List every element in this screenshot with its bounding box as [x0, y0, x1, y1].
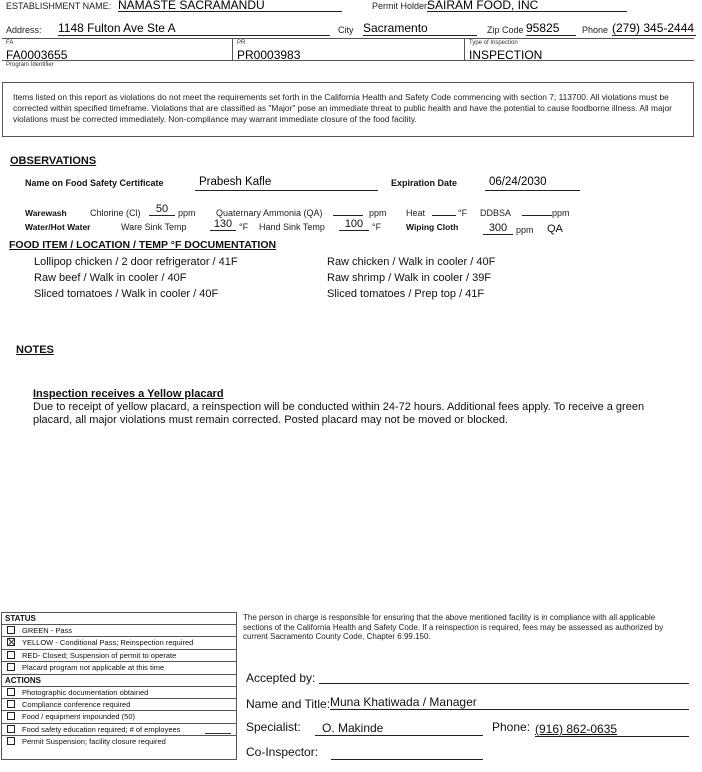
specialist-value: O. Makinde — [315, 721, 483, 736]
wiping-label: Wiping Cloth — [406, 222, 459, 232]
fa-label: FA — [6, 40, 14, 46]
notes-subtitle: Inspection receives a Yellow placard — [33, 388, 224, 400]
chlorine-label: Chlorine (Cl) — [90, 208, 141, 218]
city-value: Sacramento — [363, 21, 477, 36]
food-item: Raw beef / Walk in cooler / 40F — [34, 272, 187, 284]
actions-title: ACTIONS — [2, 675, 236, 687]
action-photo[interactable] — [2, 687, 236, 699]
food-item: Raw shrimp / Walk in cooler / 39F — [327, 272, 492, 284]
ware-sink-value: 130 — [210, 218, 236, 231]
accepted-by-field[interactable] — [319, 670, 689, 684]
quat-blank — [333, 203, 363, 216]
permit-holder-name: SAIRAM FOOD, INC — [427, 0, 627, 12]
action-label: Photographic documentation obtained — [22, 687, 149, 697]
inspection-type-value: INSPECTION — [469, 48, 543, 62]
status-green[interactable] — [2, 625, 236, 637]
chlorine-value: 50 — [149, 203, 175, 216]
name-title-label: Name and Title: — [246, 697, 331, 711]
food-item: Sliced tomatoes / Prep top / 41F — [327, 288, 485, 300]
id-row — [2, 38, 694, 61]
chlorine-unit: ppm — [178, 208, 196, 218]
specialist-phone-label: Phone: — [492, 720, 531, 734]
program-identifier-label: Program Identifier — [6, 62, 54, 68]
zip-value: 95825 — [526, 21, 576, 36]
address-label: Address: — [6, 25, 42, 35]
ware-sink-label: Ware Sink Temp — [121, 222, 187, 232]
status-label: RED- Closed; Suspension of permit to operate — [22, 650, 177, 660]
wiping-value: 300 — [483, 222, 513, 235]
notes-title: NOTES — [16, 344, 54, 356]
cert-name: Prabesh Kafle — [195, 176, 378, 191]
cert-label: Name on Food Safety Certificate — [25, 178, 164, 188]
checkbox-icon[interactable] — [7, 725, 15, 733]
checkbox-icon[interactable] — [7, 712, 15, 720]
pr-label: PR — [237, 40, 246, 46]
action-label: Compliance conference required — [22, 699, 131, 709]
specialist-label: Specialist: — [246, 720, 301, 734]
status-yellow[interactable] — [2, 637, 236, 649]
co-inspector-field[interactable] — [331, 745, 483, 760]
observations-title: OBSERVATIONS — [10, 155, 97, 167]
name-title-value: Muna Khatiwada / Manager — [330, 695, 689, 710]
specialist-phone-value: (916) 862-0635 — [535, 722, 689, 737]
city-label: City — [338, 25, 354, 35]
action-label: Food / equipment impounded (50) — [22, 712, 135, 722]
inspection-type-label: Type of Inspection — [469, 40, 518, 46]
status-label: GREEN - Pass — [22, 626, 73, 635]
ddbsa-unit: ppm — [552, 208, 570, 218]
water-label: Water/Hot Water — [25, 222, 91, 232]
compliance-statement: The person in charge is responsible for ensuring that the above mentioned facility is in compliance with all applicable sections of the California Health and Safety Code. If a reinspection is required, fees may be assessed as authorized by current Sacramento County Code, Chapter 6.99.150. — [243, 613, 664, 641]
checkbox-icon[interactable] — [7, 700, 15, 708]
food-items-right-column — [327, 254, 607, 302]
checkbox-icon[interactable] — [7, 688, 15, 696]
pr-value: PR0003983 — [237, 48, 301, 62]
address-value: 1148 Fulton Ave Ste A — [58, 21, 330, 36]
establishment-label: ESTABLISHMENT NAME: — [6, 1, 112, 11]
checkbox-icon[interactable] — [7, 651, 15, 659]
fa-value: FA0003655 — [6, 48, 68, 62]
phone-label: Phone — [582, 25, 609, 35]
notice-text: Items listed on this report as violations do not meet the requirements set forth in the California Health and Safety Code commencing with section 7; 113700. All violations must be corrected within specified timeframe. Violations that are classified as "Major" pose an immediate threat to public health and have the potential to cause foodborne illness. All major violations must be corrected immediately. Non-compliance may warrant immediate closure of the food facility. — [13, 92, 672, 124]
quat-unit: ppm — [369, 208, 387, 218]
status-title: STATUS — [2, 613, 236, 625]
status-red[interactable] — [2, 650, 236, 662]
checkbox-icon[interactable] — [7, 737, 15, 745]
checkbox-icon[interactable] — [7, 663, 15, 671]
phone-value: (279) 345-2444 — [612, 21, 695, 35]
food-items-left-column — [34, 254, 314, 302]
action-education[interactable] — [2, 724, 236, 736]
notice-box — [2, 83, 694, 137]
action-label: Food safety education required; # of employees — [22, 724, 181, 734]
food-item: Sliced tomatoes / Walk in cooler / 40F — [34, 288, 219, 300]
checkbox-icon[interactable] — [7, 626, 15, 634]
food-item: Lollipop chicken / 2 door refrigerator / 41F — [34, 256, 238, 268]
action-impound[interactable] — [2, 711, 236, 723]
expiration-date: 06/24/2030 — [485, 176, 580, 191]
wiping-unit: QA — [547, 223, 563, 235]
checked-checkbox-icon[interactable] — [7, 638, 15, 646]
zip-label: Zip Code — [487, 25, 524, 35]
heat-blank — [432, 203, 456, 216]
ddbsa-label: DDBSA — [480, 208, 512, 218]
food-items-title: FOOD ITEM / LOCATION / TEMP °F DOCUMENTATION — [9, 239, 277, 251]
status-label: Placard program not applicable at this time — [22, 663, 165, 673]
establishment-name: NAMASTE SACRAMANDU — [118, 0, 342, 12]
employee-count-blank — [205, 733, 231, 734]
permit-holder-label: Permit Holder: — [372, 1, 430, 11]
action-conference[interactable] — [2, 699, 236, 711]
hand-sink-value: 100 — [339, 218, 369, 231]
co-inspector-label: Co-Inspector: — [246, 745, 319, 759]
status-label: YELLOW - Conditional Pass; Reinspection required — [22, 638, 194, 648]
accepted-by-label: Accepted by: — [246, 671, 316, 685]
ddbsa-blank — [522, 203, 552, 216]
heat-label: Heat — [406, 208, 426, 218]
warewash-label: Warewash — [25, 208, 67, 218]
notes-body: Due to receipt of yellow placard, a reinspection will be conducted within 24-72 hours. Additional fees apply. To receive a green placard, all major violations must remain corrected. Posted placard may not be moved or blocked. — [33, 401, 645, 426]
quat-label: Quaternary Ammonia (QA) — [216, 208, 323, 218]
hand-sink-unit: °F — [372, 222, 382, 232]
expiration-label: Expiration Date — [391, 178, 458, 188]
hand-sink-label: Hand Sink Temp — [259, 222, 325, 232]
action-label: Permit Suspension; facility closure required — [22, 737, 166, 747]
action-suspension[interactable] — [2, 736, 236, 748]
food-item: Raw chicken / Walk in cooler / 40F — [327, 256, 496, 268]
ware-sink-unit: °F — [239, 222, 249, 232]
heat-unit: °F — [458, 208, 468, 218]
status-not-applicable[interactable] — [2, 662, 236, 674]
status-box — [1, 612, 237, 760]
wiping-ppm: ppm — [516, 225, 534, 235]
